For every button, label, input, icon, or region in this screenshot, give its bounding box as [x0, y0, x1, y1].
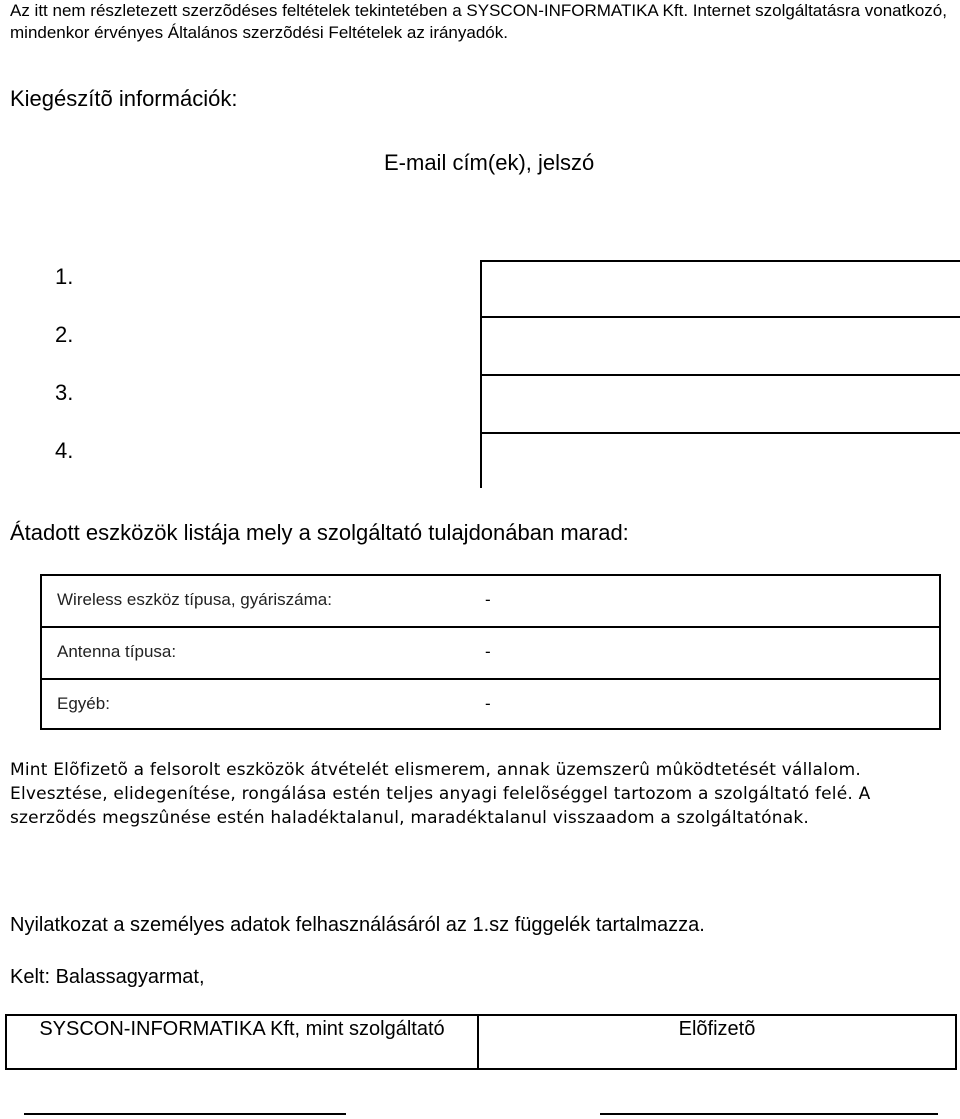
equipment-table: [40, 574, 941, 730]
equipment-label: Antenna típusa:: [57, 642, 177, 661]
equipment-heading: Átadott eszközök listája mely a szolgáltató tulajdonában marad:: [10, 520, 629, 545]
email-table-rule: [480, 260, 960, 262]
acknowledgement-paragraph: Mint Elõfizetõ a felsorolt eszközök átvételét elismerem, annak üzemszerû mûködtetését vállalom. Elvesztése, elidegenítése, rongálása estén teljes anyagi felelõséggel tartozom a szolgáltató felé. A szerzõdés megszûnése estén haladéktalanul, maradéktalanul visszaadom a szolgáltatónak.: [10, 760, 871, 828]
intro-paragraph: Az itt nem részletezett szerzõdéses feltételek tekintetében a SYSCON-INFORMATIKA Kft. Internet szolgáltatásra vonatkozó, mindenkor érvényes Általános szerzõdési Feltételek az irányadók.: [10, 1, 947, 42]
email-table-rule: [480, 316, 960, 318]
equipment-row: [42, 678, 939, 732]
equipment-value: -: [485, 590, 491, 609]
email-table-rule: [480, 432, 960, 434]
equipment-row: [42, 626, 939, 680]
equipment-label: Wireless eszköz típusa, gyáriszáma:: [57, 590, 332, 609]
dated-line: Kelt: Balassagyarmat,: [10, 966, 205, 988]
supplementary-heading: Kiegészítõ információk:: [10, 86, 238, 111]
equipment-value: -: [485, 642, 491, 661]
provider-signature-label: SYSCON-INFORMATIKA Kft, mint szolgáltató: [39, 1018, 445, 1040]
equipment-row: [42, 576, 939, 628]
email-table-rule: [480, 374, 960, 376]
email-row-number: 1.: [55, 264, 74, 289]
email-row-number: 4.: [55, 438, 74, 463]
subscriber-signature-line: [600, 1113, 938, 1115]
email-table-header: E-mail cím(ek), jelszó: [384, 150, 595, 175]
email-row-number: 2.: [55, 322, 74, 347]
data-statement: Nyilatkozat a személyes adatok felhasználásáról az 1.sz függelék tartalmazza.: [10, 914, 705, 936]
subscriber-signature-label: Elõfizetõ: [477, 1016, 955, 1068]
equipment-value: -: [485, 694, 491, 713]
email-row-number: 3.: [55, 380, 74, 405]
provider-signature-line: [24, 1113, 346, 1115]
equipment-label: Egyéb:: [57, 694, 110, 713]
signature-table: [5, 1014, 957, 1070]
